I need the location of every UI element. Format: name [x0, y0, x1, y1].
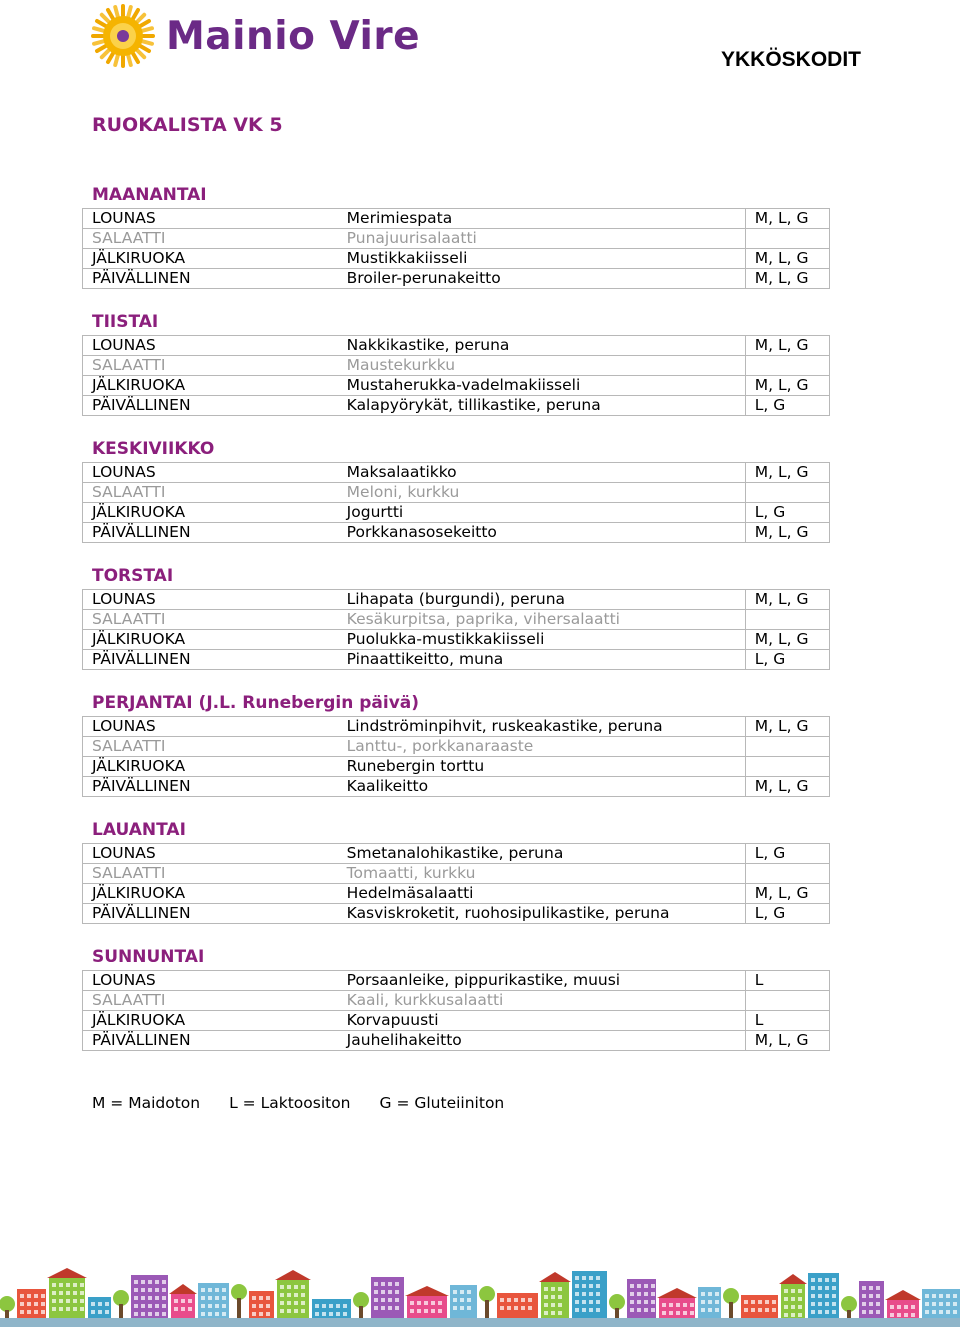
- day-section: [82, 438, 830, 543]
- meal-diet: L, G: [745, 904, 829, 924]
- meal-type: PÄIVÄLLINEN: [83, 904, 338, 924]
- meal-type: LOUNAS: [83, 844, 338, 864]
- meal-diet: [745, 864, 829, 884]
- meal-type: LOUNAS: [83, 971, 338, 991]
- meal-dish: Maksalaatikko: [338, 463, 746, 483]
- meal-row: [83, 1031, 830, 1051]
- meal-dish: Tomaatti, kurkku: [338, 864, 746, 884]
- town-skyline-illustration: [0, 1268, 960, 1327]
- meal-table: [82, 208, 830, 289]
- meal-diet: L, G: [745, 396, 829, 416]
- meal-dish: Kesäkurpitsa, paprika, vihersalaatti: [338, 610, 746, 630]
- meal-table: [82, 843, 830, 924]
- meal-table: [82, 716, 830, 797]
- meal-dish: Porkkanasosekeitto: [338, 523, 746, 543]
- meal-diet: L: [745, 1011, 829, 1031]
- meal-type: JÄLKIRUOKA: [83, 630, 338, 650]
- meal-diet: L: [745, 971, 829, 991]
- meal-dish: Punajuurisalaatti: [338, 229, 746, 249]
- day-heading: MAANANTAI: [92, 185, 207, 205]
- meal-row: [83, 991, 830, 1011]
- meal-row: [83, 269, 830, 289]
- day-heading: LAUANTAI: [92, 820, 186, 840]
- meal-type: SALAATTI: [83, 991, 338, 1011]
- meal-diet: M, L, G: [745, 376, 829, 396]
- brand-name: Mainio Vire: [166, 14, 421, 59]
- meal-diet: M, L, G: [745, 777, 829, 797]
- meal-type: PÄIVÄLLINEN: [83, 650, 338, 670]
- day-section: [82, 565, 830, 670]
- meal-dish: Meloni, kurkku: [338, 483, 746, 503]
- meal-table: [82, 462, 830, 543]
- menu-title: RUOKALISTA VK 5: [92, 114, 283, 136]
- meal-dish: Runebergin torttu: [338, 757, 746, 777]
- meal-diet: [745, 356, 829, 376]
- day-heading: KESKIVIIKKO: [92, 439, 215, 459]
- meal-type: JÄLKIRUOKA: [83, 503, 338, 523]
- day-section: [82, 184, 830, 289]
- meal-dish: Broiler-perunakeitto: [338, 269, 746, 289]
- meal-type: LOUNAS: [83, 463, 338, 483]
- meal-row: [83, 864, 830, 884]
- meal-type: JÄLKIRUOKA: [83, 884, 338, 904]
- meal-diet: M, L, G: [745, 717, 829, 737]
- meal-row: [83, 757, 830, 777]
- day-section: [82, 946, 830, 1051]
- meal-type: JÄLKIRUOKA: [83, 376, 338, 396]
- day-heading: TIISTAI: [92, 312, 159, 332]
- meal-diet: M, L, G: [745, 209, 829, 229]
- legend-l: L = Laktoositon: [229, 1094, 351, 1112]
- meal-dish: Porsaanleike, pippurikastike, muusi: [338, 971, 746, 991]
- meal-type: LOUNAS: [83, 590, 338, 610]
- day-section: [82, 692, 830, 797]
- meal-diet: M, L, G: [745, 523, 829, 543]
- meal-type: SALAATTI: [83, 737, 338, 757]
- meal-dish: Mustikkakiisseli: [338, 249, 746, 269]
- meal-row: [83, 884, 830, 904]
- brand-logo: [90, 4, 156, 68]
- meal-row: [83, 610, 830, 630]
- meal-row: [83, 590, 830, 610]
- day-heading: PERJANTAI (J.L. Runebergin päivä): [92, 693, 420, 713]
- day-section: [82, 819, 830, 924]
- day-section: [82, 311, 830, 416]
- sun-logo-icon: [90, 4, 156, 68]
- meal-diet: [745, 757, 829, 777]
- meal-type: SALAATTI: [83, 864, 338, 884]
- meal-type: SALAATTI: [83, 610, 338, 630]
- meal-diet: L, G: [745, 844, 829, 864]
- meal-dish: Lanttu-, porkkanaraaste: [338, 737, 746, 757]
- meal-dish: Smetanalohikastike, peruna: [338, 844, 746, 864]
- meal-diet: [745, 737, 829, 757]
- meal-row: [83, 356, 830, 376]
- meal-dish: Merimiespata: [338, 209, 746, 229]
- meal-dish: Maustekurkku: [338, 356, 746, 376]
- meal-diet: [745, 229, 829, 249]
- meal-dish: Korvapuusti: [338, 1011, 746, 1031]
- meal-diet: M, L, G: [745, 630, 829, 650]
- meal-dish: Hedelmäsalaatti: [338, 884, 746, 904]
- meal-diet: M, L, G: [745, 884, 829, 904]
- meal-row: [83, 209, 830, 229]
- meal-type: SALAATTI: [83, 483, 338, 503]
- meal-row: [83, 717, 830, 737]
- meal-row: [83, 523, 830, 543]
- meal-row: [83, 483, 830, 503]
- meal-type: LOUNAS: [83, 717, 338, 737]
- meal-dish: Mustaherukka-vadelmakiisseli: [338, 376, 746, 396]
- meal-diet: M, L, G: [745, 249, 829, 269]
- weekly-menu: [82, 184, 830, 1073]
- meal-row: [83, 844, 830, 864]
- meal-dish: Nakkikastike, peruna: [338, 336, 746, 356]
- meal-row: [83, 650, 830, 670]
- unit-name: YKKÖSKODIT: [720, 48, 861, 71]
- day-heading: SUNNUNTAI: [92, 947, 205, 967]
- meal-type: JÄLKIRUOKA: [83, 249, 338, 269]
- meal-row: [83, 777, 830, 797]
- meal-diet: M, L, G: [745, 1031, 829, 1051]
- meal-diet: [745, 991, 829, 1011]
- meal-type: LOUNAS: [83, 209, 338, 229]
- meal-row: [83, 249, 830, 269]
- meal-type: LOUNAS: [83, 336, 338, 356]
- legend-m: M = Maidoton: [92, 1094, 201, 1112]
- meal-row: [83, 904, 830, 924]
- meal-row: [83, 737, 830, 757]
- meal-type: PÄIVÄLLINEN: [83, 269, 338, 289]
- meal-table: [82, 589, 830, 670]
- meal-dish: Jogurtti: [338, 503, 746, 523]
- meal-row: [83, 503, 830, 523]
- diet-legend: [92, 1094, 533, 1112]
- meal-type: SALAATTI: [83, 356, 338, 376]
- meal-diet: L, G: [745, 650, 829, 670]
- meal-dish: Lindströminpihvit, ruskeakastike, peruna: [338, 717, 746, 737]
- meal-diet: [745, 610, 829, 630]
- meal-row: [83, 630, 830, 650]
- meal-dish: Kaali, kurkkusalaatti: [338, 991, 746, 1011]
- meal-type: JÄLKIRUOKA: [83, 1011, 338, 1031]
- meal-type: JÄLKIRUOKA: [83, 757, 338, 777]
- day-heading: TORSTAI: [92, 566, 174, 586]
- meal-type: PÄIVÄLLINEN: [83, 1031, 338, 1051]
- meal-dish: Jauhelihakeitto: [338, 1031, 746, 1051]
- meal-dish: Pinaattikeitto, muna: [338, 650, 746, 670]
- meal-row: [83, 229, 830, 249]
- meal-dish: Puolukka-mustikkakiisseli: [338, 630, 746, 650]
- meal-row: [83, 336, 830, 356]
- meal-row: [83, 396, 830, 416]
- meal-dish: Lihapata (burgundi), peruna: [338, 590, 746, 610]
- meal-diet: [745, 483, 829, 503]
- meal-diet: L, G: [745, 503, 829, 523]
- meal-row: [83, 1011, 830, 1031]
- meal-type: PÄIVÄLLINEN: [83, 777, 338, 797]
- meal-dish: Kasviskroketit, ruohosipulikastike, peruna: [338, 904, 746, 924]
- meal-type: PÄIVÄLLINEN: [83, 396, 338, 416]
- meal-dish: Kaalikeitto: [338, 777, 746, 797]
- meal-table: [82, 970, 830, 1051]
- meal-row: [83, 971, 830, 991]
- meal-diet: M, L, G: [745, 463, 829, 483]
- meal-diet: M, L, G: [745, 269, 829, 289]
- meal-diet: M, L, G: [745, 336, 829, 356]
- meal-diet: M, L, G: [745, 590, 829, 610]
- meal-table: [82, 335, 830, 416]
- meal-type: PÄIVÄLLINEN: [83, 523, 338, 543]
- meal-row: [83, 463, 830, 483]
- meal-row: [83, 376, 830, 396]
- meal-dish: Kalapyörykät, tillikastike, peruna: [338, 396, 746, 416]
- meal-type: SALAATTI: [83, 229, 338, 249]
- legend-g: G = Gluteiiniton: [379, 1094, 505, 1112]
